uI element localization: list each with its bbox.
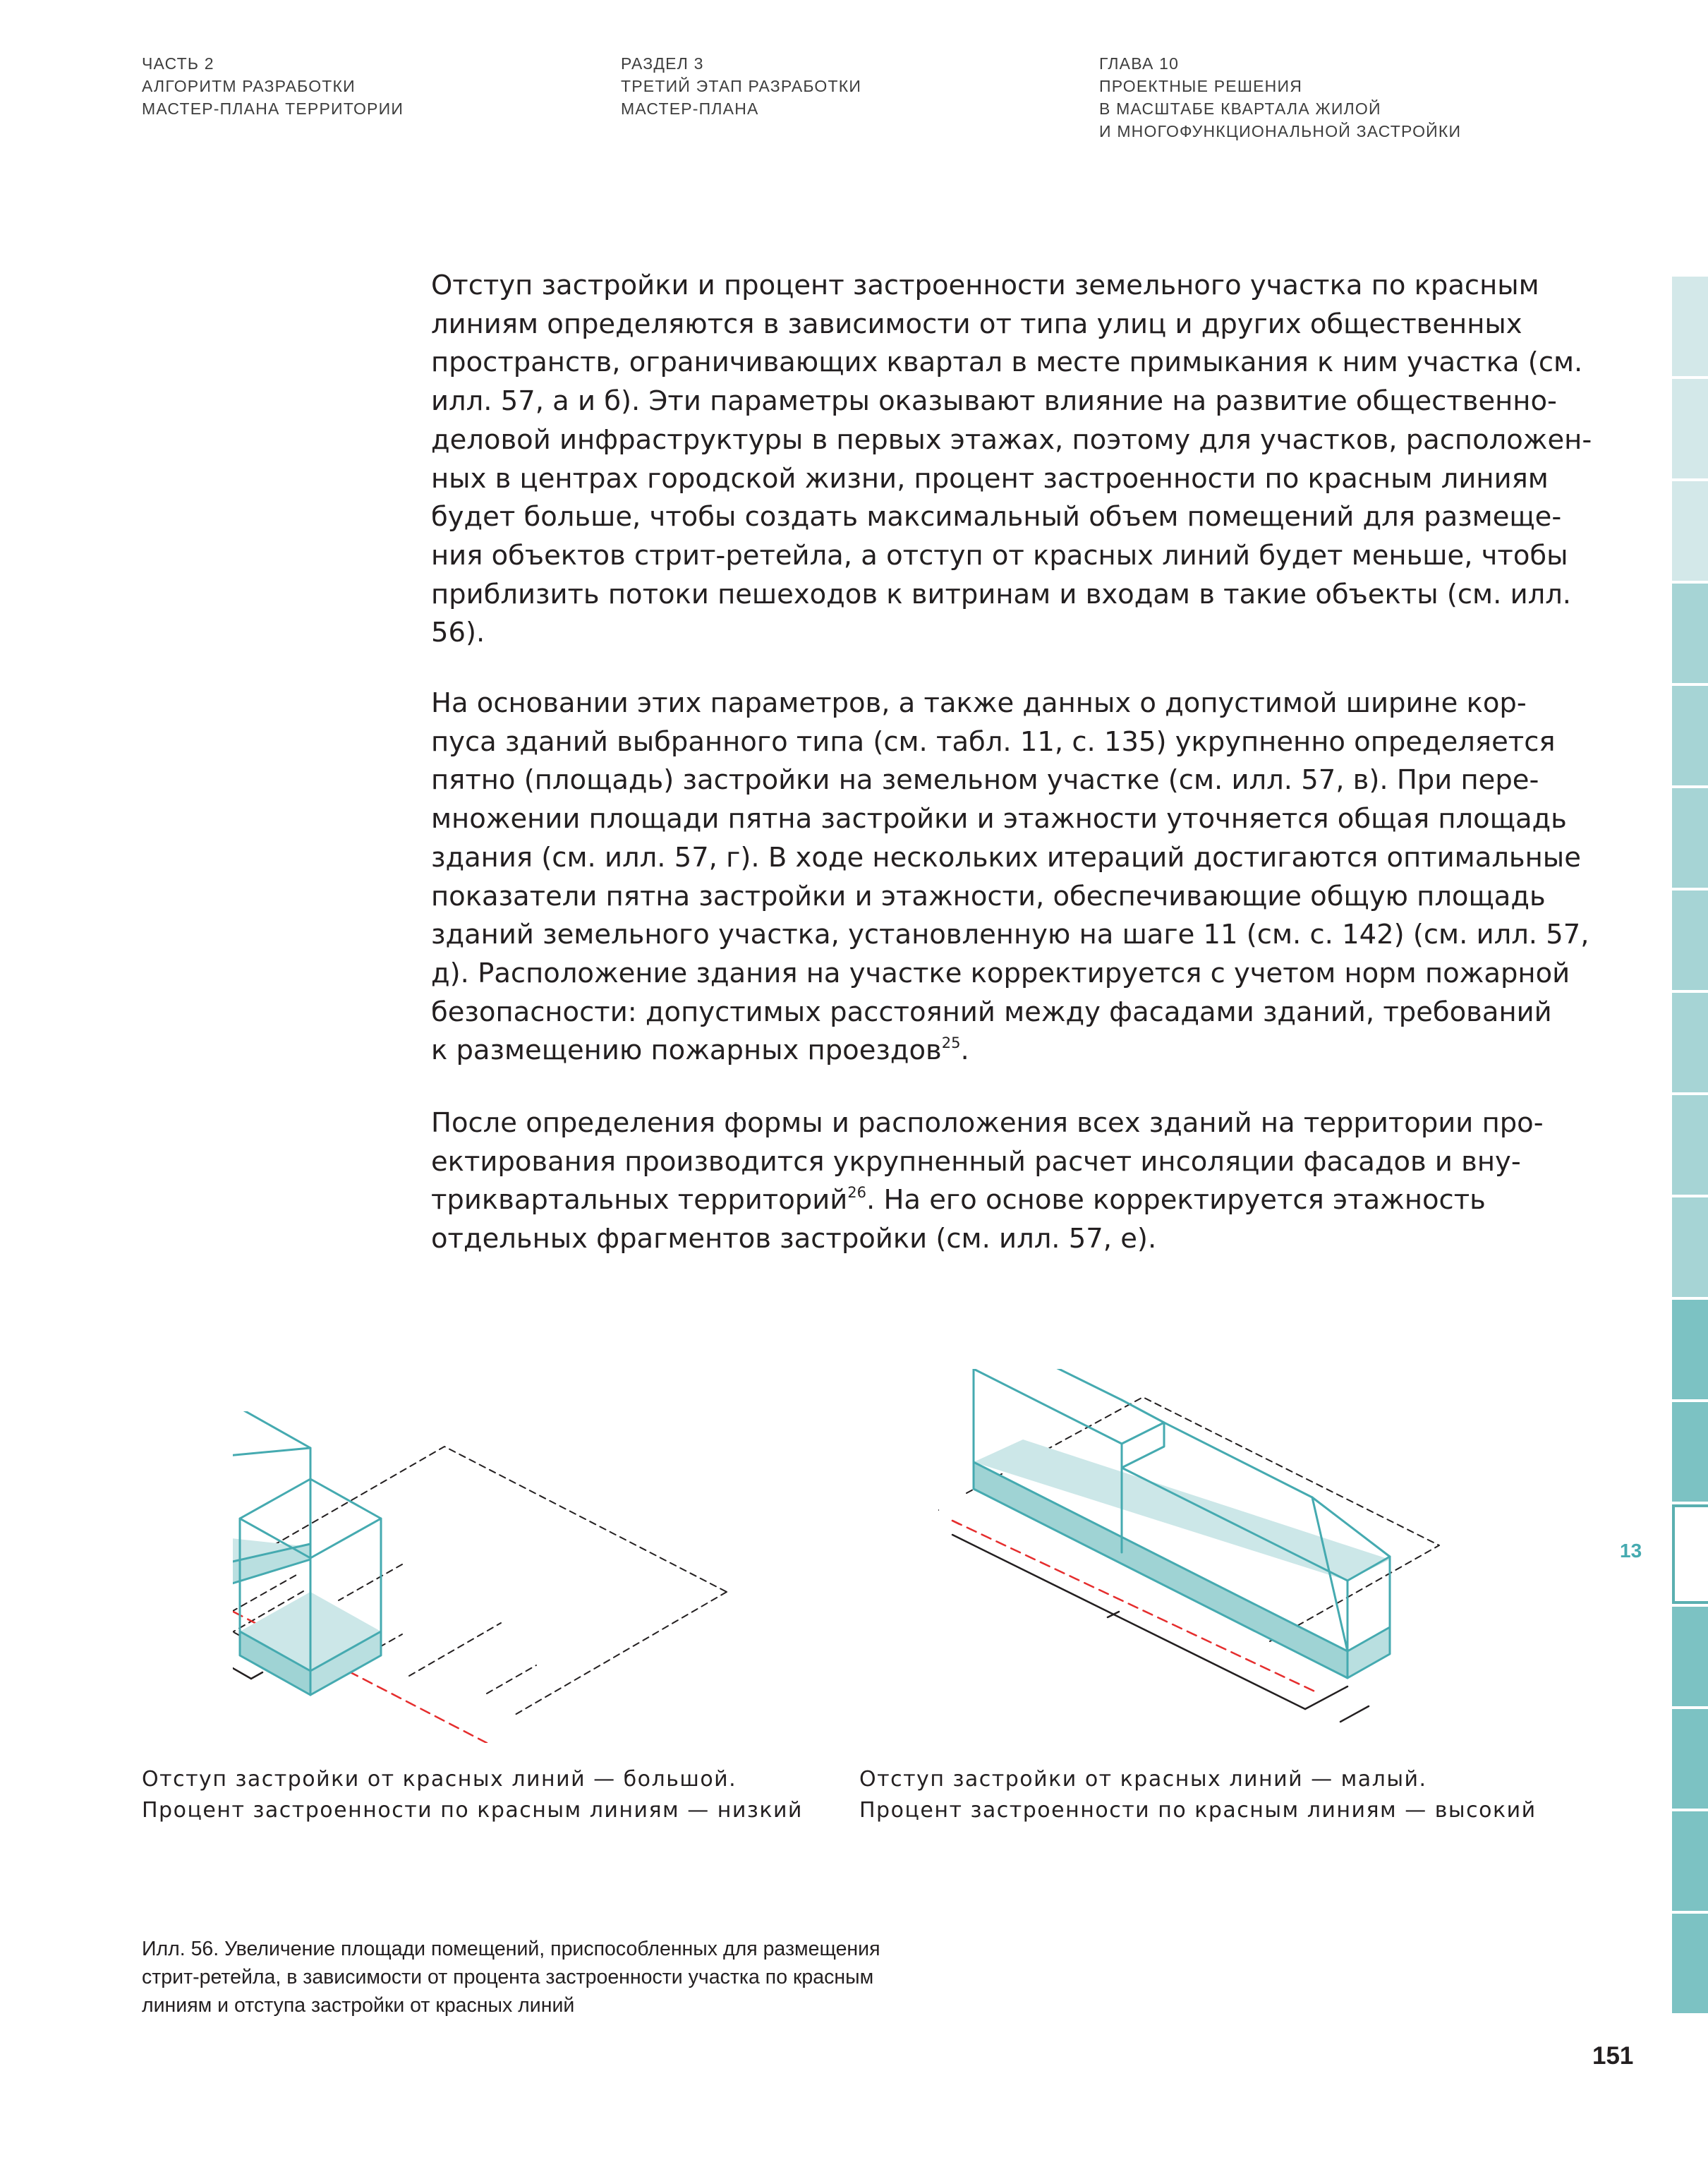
dimension-line [251, 1672, 262, 1679]
diagram-small-setback [938, 1369, 1489, 1743]
header-part-line: МАСТЕР-ПЛАНА ТЕРРИТОРИИ [142, 99, 404, 118]
text-line: пуса зданий выбранного типа (см. табл. 11, с. 135) укрупненно определяется [431, 725, 1556, 758]
chapter-tab[interactable] [1672, 993, 1708, 1092]
chapter-tab[interactable] [1672, 379, 1708, 478]
page-number: 151 [1592, 2042, 1634, 2070]
plot-outline [515, 1592, 727, 1715]
footnote-ref: 25 [941, 1034, 961, 1052]
caption-line: Отступ застройки от красных линий — малый. [859, 1767, 1427, 1792]
text-fragment: триквартальных территорий [431, 1184, 848, 1217]
red-line [952, 1521, 959, 1524]
header-section-line: ТРЕТИЙ ЭТАП РАЗРАБОТКИ [621, 77, 862, 95]
setback-guide [339, 1564, 402, 1600]
text-line: 56). [431, 617, 485, 649]
diagram-caption-left [142, 1764, 803, 1826]
header-section-line: МАСТЕР-ПЛАНА [621, 99, 759, 118]
text-line: отдельных фрагментов застройки (см. илл. 57, е). [431, 1223, 1157, 1255]
diagram-caption-right [859, 1764, 1537, 1826]
chapter-tab[interactable] [1672, 1300, 1708, 1399]
plot-outline [234, 1447, 727, 1592]
text-line: ния объектов стрит-ретейла, а отступ от красных линий будет меньше, чтобы [431, 539, 1568, 572]
running-header-section [621, 52, 861, 120]
building-ground-floor-side [1347, 1627, 1390, 1678]
chapter-tab[interactable] [1672, 1709, 1708, 1809]
caption-line: Процент застроенности по красным линиям — высокий [859, 1798, 1537, 1823]
chapter-tab[interactable] [1672, 584, 1708, 683]
setback-guide [409, 1623, 501, 1676]
text-line: здания (см. илл. 57, г). В ходе нескольких итераций достигаются оптимальные [431, 841, 1581, 874]
chapter-tabs [1672, 277, 1708, 2016]
chapter-number: 13 [1620, 1540, 1642, 1562]
header-part-line: АЛГОРИТМ РАЗРАБОТКИ [142, 77, 356, 95]
body-paragraph-1 [431, 267, 1592, 653]
text-line: ектирования производится укрупненный расчет инсоляции фасадов и вну- [431, 1145, 1521, 1178]
chapter-tab[interactable] [1672, 277, 1708, 376]
text-line: линиям определяются в зависимости от типа улиц и других общественных [431, 308, 1522, 340]
text-line: д). Расположение здания на участке корректируется с учетом норм пожарной [431, 957, 1570, 989]
chapter-tab[interactable] [1672, 1811, 1708, 1911]
text-line: будет больше, чтобы создать максимальный объем помещений для размеще- [431, 501, 1562, 533]
header-part-line: ЧАСТЬ 2 [142, 54, 214, 73]
setback-guide [487, 1665, 536, 1694]
chapter-tab-active[interactable] [1672, 1504, 1708, 1604]
figure-caption [142, 1935, 880, 2020]
figure-caption-line: стрит-ретейла, в зависимости от процента застроенности участка по красным [142, 1966, 874, 1988]
text-fragment: к размещению пожарных проездов [431, 1034, 942, 1067]
text-line: Отступ застройки и процент застроенности земельного участка по красным [431, 270, 1539, 301]
header-chapter-line: ПРОЕКТНЫЕ РЕШЕНИЯ [1099, 77, 1302, 95]
header-chapter-line: ГЛАВА 10 [1099, 54, 1180, 73]
text-line: приблизить потоки пешеходов к витринам и входам в такие объекты (см. илл. [431, 578, 1572, 610]
chapter-tab[interactable] [1672, 1914, 1708, 2013]
text-line [431, 1181, 1546, 1220]
text-line: множении площади пятна застройки и этажности уточняется общая площадь [431, 803, 1567, 835]
chapter-tab[interactable] [1672, 1197, 1708, 1297]
text-line: ных в центрах городской жизни, процент застроенности по красным линиям [431, 462, 1549, 495]
text-line: показатели пятна застройки и этажности, обеспечивающие общую площадь [431, 880, 1546, 912]
text-line: зданий земельного участка, установленную на шаге 11 (см. с. 142) (см. илл. 57, [431, 919, 1589, 951]
chapter-tab[interactable] [1672, 788, 1708, 888]
text-line: безопасности: допустимых расстояний между фасадами зданий, требований [431, 996, 1552, 1028]
figure-caption-line: Илл. 56. Увеличение площади помещений, приспособленных для размещения [142, 1938, 880, 1960]
text-fragment: . [960, 1034, 969, 1067]
header-chapter-line: И МНОГОФУНКЦИОНАЛЬНОЙ ЗАСТРОЙКИ [1099, 122, 1462, 140]
header-section-line: РАЗДЕЛ 3 [621, 54, 704, 73]
text-line: пространств, ограничивающих квартал в месте примыкания к ним участка (см. [431, 346, 1583, 379]
chapter-tab[interactable] [1672, 481, 1708, 581]
diagram-large-setback [233, 1411, 783, 1743]
text-line: После определения формы и расположения всех зданий на территории про- [431, 1107, 1544, 1139]
header-chapter-line: В МАСШТАБЕ КВАРТАЛА ЖИЛОЙ [1099, 99, 1381, 118]
body-paragraph-3 [431, 1104, 1546, 1259]
caption-line: Отступ застройки от красных линий — большой. [142, 1767, 737, 1792]
text-line: деловой инфраструктуры в первых этажах, поэтому для участков, расположен- [431, 423, 1592, 456]
text-line: илл. 57, а и б). Эти параметры оказывают влияние на развитие общественно- [431, 385, 1557, 418]
text-line: На основании этих параметров, а также данных о допустимой ширине кор- [431, 687, 1527, 719]
text-fragment: . На его основе корректируется этажность [866, 1184, 1486, 1217]
building-edge [1122, 1400, 1164, 1444]
running-header-chapter [1099, 52, 1461, 143]
text-line [431, 1032, 1546, 1070]
chapter-tab[interactable] [1672, 686, 1708, 785]
chapter-tab[interactable] [1672, 1402, 1708, 1502]
chapter-tab[interactable] [1672, 891, 1708, 990]
building-edge [233, 1448, 310, 1458]
caption-line: Процент застроенности по красным линиям — низкий [142, 1798, 803, 1823]
text-line: пятно (площадь) застройки на земельном участке (см. илл. 57, в). При пере- [431, 764, 1539, 797]
body-paragraph-2 [431, 684, 1589, 1070]
chapter-tab[interactable] [1672, 1095, 1708, 1195]
figure-caption-line: линиям и отступа застройки от красных линий [142, 1994, 575, 2017]
footnote-ref: 26 [847, 1184, 866, 1202]
running-header-part [142, 52, 404, 120]
chapter-tab[interactable] [1672, 1607, 1708, 1706]
dimension-line [1340, 1706, 1369, 1722]
